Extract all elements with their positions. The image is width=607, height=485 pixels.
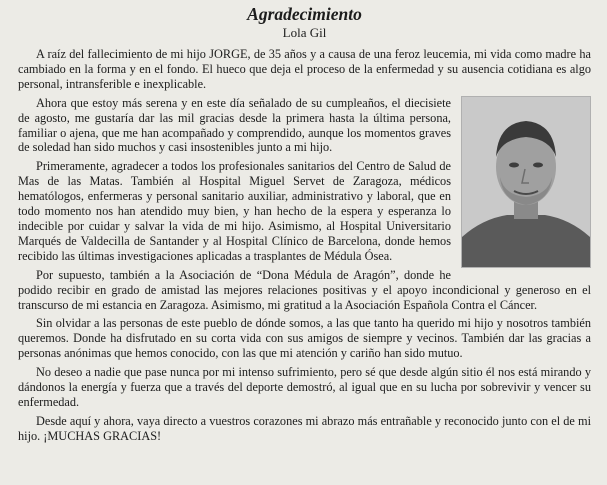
portrait-photo bbox=[461, 96, 591, 268]
paragraph-1: A raíz del fallecimiento de mi hijo JORGE, de 35 años y a causa de una feroz leucemia, mi vida como madre ha cambiado en la forma y en el fondo. El hueco que deja el proceso de la enfermedad y su ausencia cotidiana es algo personal, intransferible e inexplicable. bbox=[18, 47, 591, 91]
paragraph-7: Desde aquí y ahora, vaya directo a vuestros corazones mi abrazo más entrañable y reconocido junto con el de mi hijo. ¡MUCHAS GRACIAS! bbox=[18, 413, 591, 443]
paragraph-5: Sin olvidar a las personas de este pueblo de dónde somos, a las que tanto ha querido mi hijo y nosotros también queremos. Donde ha disfrutado en su corta vida con sus amigos de siempre y vecinos. También dar las gracias a personas anónimas que hemos conocido, con las que mi atención y cariño han sido mutuo. bbox=[18, 316, 591, 361]
portrait-icon bbox=[462, 97, 590, 267]
paragraph-6: No deseo a nadie que pase nunca por mi intenso sufrimiento, pero sé que desde algún sitio él nos está mirando y dándonos la energía y fuerza que a través del deporte demostró, al igual que en su lucha por sobrevivir y vencer su enfermedad. bbox=[18, 365, 591, 409]
paragraph-4: Por supuesto, también a la Asociación de “Dona Médula de Aragón”, donde he podido recibir en grado de amistad las mejores relaciones positivas y el apoyo incondicional y generoso en el transcurso de mi estancia en Zaragoza. Asimismo, mi gratitud a la Asociación Española Contra el Cáncer. bbox=[18, 267, 591, 312]
article-author: Lola Gil bbox=[282, 25, 327, 40]
article-body bbox=[18, 47, 591, 444]
article-title: Agradecimiento bbox=[247, 4, 362, 24]
paragraph-2: Ahora que estoy más serena y en este día señalado de su cumpleaños, el diecisiete de agosto, me gustaría dar las mil gracias desde la primera hasta la última persona, familiar o ajena, que me han acompañado y comprendido, aunque los momentos graves de soledad han sido muchos y casi insostenibles junto a mi hijo. bbox=[18, 95, 451, 155]
paragraph-3: Primeramente, agradecer a todos los profesionales sanitarios del Centro de Salud de Mas de las Matas. También al Hospital Miguel Servet de Zaragoza, médicos hematólogos, enfermeras y personal sanitario auxiliar, administrativo y laboral, que en todo momento nos han atendido muy bien, y han hecho de la espera y esperanza lo indecible por cuidar y salvar la vida de mi hijo. Asimismo, al Hospital Universitario Marqués de Valdecilla de Santander y al Hospital Clínico de Barcelona, donde hemos recibido las últimas investigaciones aplicadas a trasplantes de Médula Ósea. bbox=[18, 159, 451, 263]
